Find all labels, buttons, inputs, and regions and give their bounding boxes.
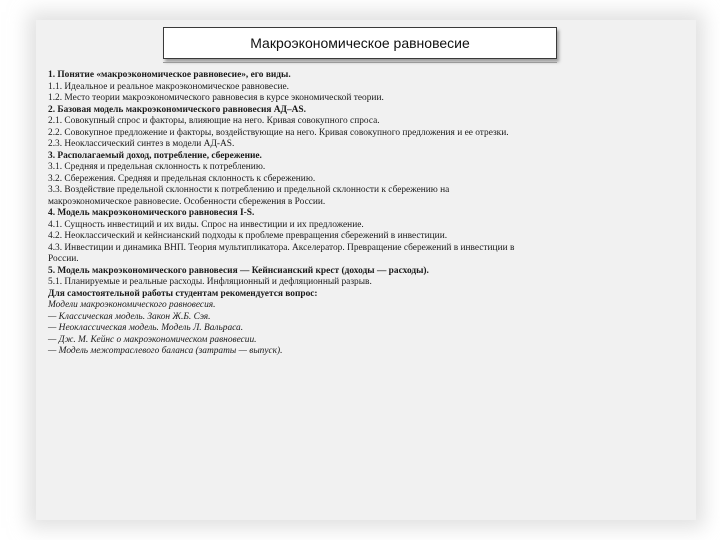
title-underline — [163, 62, 557, 63]
outline-line: 4.3. Инвестиции и динамика ВНП. Теория мультипликатора. Акселератор. Превращение сбережений в инвестиции в — [48, 242, 515, 253]
outline-line: 2.2. Совокупное предложение и факторы, воздействующие на него. Кривая совокупного предложения и ее отрезки. — [48, 127, 509, 138]
outline-line: 2.3. Неоклассический синтез в модели АД-AS. — [48, 139, 235, 149]
outline-line: Для самостоятельной работы студентам рекомендуется вопрос: — [48, 288, 318, 299]
outline-line: 3.3. Воздействие предельной склонности к потреблению и предельной склонности к сбережению на — [48, 185, 450, 195]
outline-line: — Неоклассическая модель. Модель Л. Вальраса. — [48, 323, 244, 333]
outline-line: — Модель межотраслевого баланса (затраты — выпуск). — [48, 346, 283, 356]
outline-line: Модели макроэкономического равновесия. — [48, 300, 216, 310]
outline-line: 4. Модель макроэкономического равновесия I-S. — [48, 208, 255, 218]
outline-line: макроэкономическое равновесие. Особенности сбережения в России. — [48, 196, 326, 207]
title-box — [163, 27, 557, 59]
outline-line: России. — [48, 254, 79, 264]
outline-line: 5.1. Планируемые и реальные расходы. Инфляционный и дефляционный разрыв. — [48, 277, 372, 287]
outline-line: 4.1. Сущность инвестиций и их виды. Спрос на инвестиции и их предложение. — [48, 219, 364, 230]
outline-line: 3. Располагаемый доход, потребление, сбережение. — [48, 150, 262, 161]
outline-line: 3.1. Средняя и предельная склонность к потреблению. — [48, 162, 266, 172]
outline-line: 5. Модель макроэкономического равновесия — Кейнсианский крест (доходы — расходы). — [48, 265, 429, 276]
outline-line: 1.1. Идеальное и реальное макроэкономическое равновесие. — [48, 81, 290, 92]
outline-line: 1.2. Место теории макроэкономического равновесия в курсе экономической теории. — [48, 93, 384, 103]
outline-line: 2. Базовая модель макроэкономического равновесия АД–AS. — [48, 104, 306, 115]
slide-title: Макроэкономическое равновесие — [250, 35, 470, 51]
outline-line: 3.2. Сбережения. Средняя и предельная склонность к сбережению. — [48, 173, 316, 184]
outline-line: — Классическая модель. Закон Ж.Б. Сэя. — [48, 311, 211, 322]
outline-text — [48, 70, 688, 358]
outline-line: — Дж. М. Кейнс о макроэкономическом равновесии. — [48, 334, 257, 345]
outline-line: 2.1. Совокупный спрос и факторы, влияющие на него. Кривая совокупного спроса. — [48, 116, 380, 126]
outline-line: 1. Понятие «макроэкономическое равновесие», его виды. — [48, 70, 291, 80]
outline-line: 4.2. Неоклассический и кейнсианский подходы к проблеме превращения сбережений в инвестиции. — [48, 231, 448, 241]
